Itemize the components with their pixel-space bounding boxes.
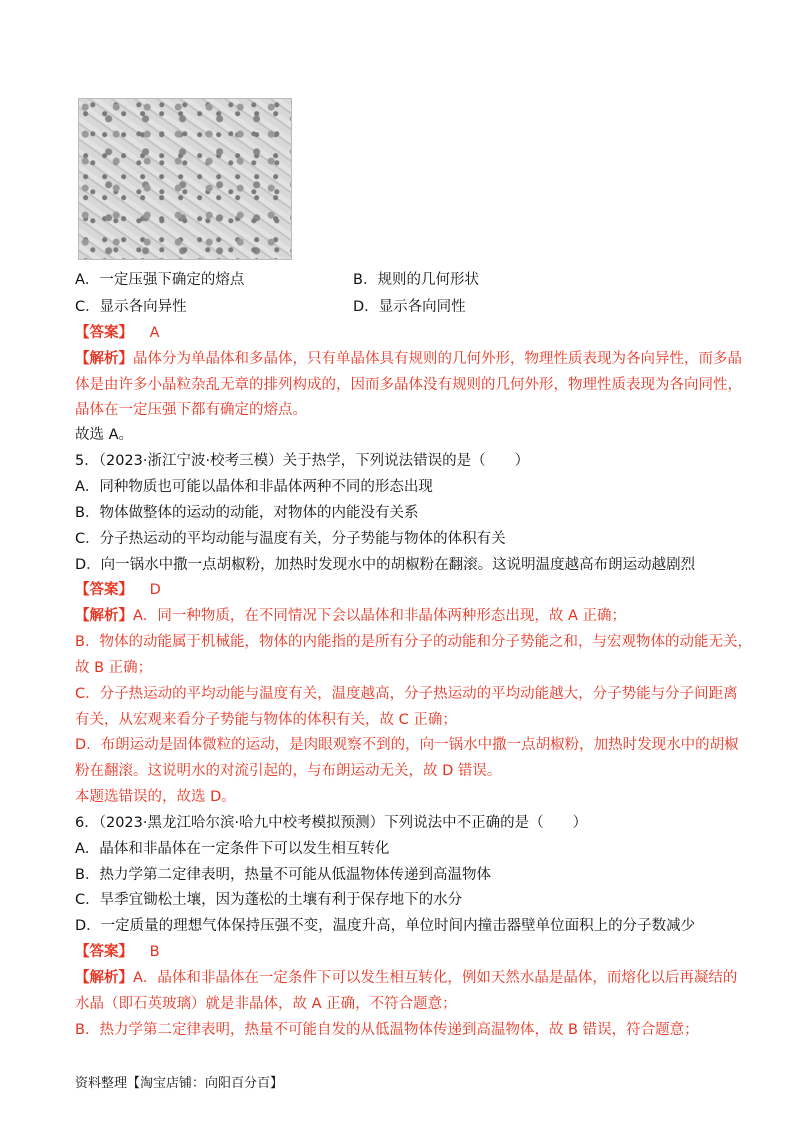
answer-value: A [149,325,160,341]
q5-analysis-line-3: 故 B 正确； [75,660,153,676]
page-footer: 资料整理【淘宝店铺：向阳百分百】 [75,1076,284,1091]
q5-option-a: A．同种物质也可能以晶体和非晶体两种不同的形态出现 [75,479,433,495]
q4-analysis-line-2: 体是由许多小晶粒杂乱无章的排列构成的，因而多晶体没有规则的几何外形，物理性质表现为各向同性， [75,377,742,393]
q6-analysis-line-3: B．热力学第二定律表明，热量不可能自发的从低温物体传递到高温物体，故 B 错误，符合题意； [75,1022,699,1038]
answer-value: B [149,944,160,960]
q6-analysis-line-1 [75,968,737,988]
q5-option-d: D．向一锅水中撒一点胡椒粉，加热时发现水中的胡椒粉在翻滚。这说明温度越高布朗运动越剧烈 [75,557,696,573]
q5-analysis-line-1 [75,606,626,626]
analysis-label: 【解析】 [75,608,133,624]
microstructure-image [78,98,292,260]
q4-answer-row [75,323,160,343]
q6-stem: 6．（2023·黑龙江哈尔滨·哈九中校考模拟预测）下列说法中不正确的是（ ） [75,815,588,831]
analysis-text: A．同一种物质，在不同情况下会以晶体和非晶体两种形态出现，故 A 正确； [133,608,627,624]
q4-analysis-line-1 [75,349,742,369]
analysis-text: A．晶体和非晶体在一定条件下可以发生相互转化，例如天然水晶是晶体，而熔化以后再凝结的 [133,970,738,986]
q5-analysis-line-7: 粉在翻滚。这说明水的对流引起的，与布朗运动无关，故 D 错误。 [75,763,502,779]
analysis-label: 【解析】 [75,970,133,986]
answer-label: 【答案】 [75,582,133,598]
q6-option-a: A．晶体和非晶体在一定条件下可以发生相互转化 [75,841,390,857]
analysis-label: 【解析】 [75,351,133,367]
q5-answer-row [75,580,161,600]
analysis-text: 晶体分为单晶体和多晶体，只有单晶体具有规则的几何外形，物理性质表现为各向异性，而多晶 [133,351,742,367]
answer-label: 【答案】 [75,325,133,341]
q5-conclusion: 本题选错误的，故选 D。 [75,789,236,805]
q6-option-d: D．一定质量的理想气体保持压强不变，温度升高，单位时间内撞击器壁单位面积上的分子数减少 [75,918,696,934]
q5-stem: 5．（2023·浙江宁波·校考三模）关于热学，下列说法错误的是（ ） [75,453,530,469]
q4-option-c: C．显示各向异性 [75,299,187,315]
q6-analysis-line-2: 水晶（即石英玻璃）就是非晶体，故 A 正确，不符合题意； [75,996,457,1012]
q5-analysis-line-2: B．物体的动能属于机械能，物体的内能指的是所有分子的动能和分子势能之和，与宏观物体的动能无关， [75,634,752,650]
q4-option-a: A．一定压强下确定的熔点 [75,272,245,288]
q5-option-b: B．物体做整体的运动的动能，对物体的内能没有关系 [75,505,419,521]
q4-option-b: B．规则的几何形状 [353,272,479,288]
q5-option-c: C．分子热运动的平均动能与温度有关，分子势能与物体的体积有关 [75,531,506,547]
q6-answer-row [75,942,160,962]
q5-analysis-line-4: C．分子热运动的平均动能与温度有关，温度越高，分子热运动的平均动能越大，分子势能与分子间距离 [75,686,738,702]
q4-analysis-line-3: 晶体在一定压强下都有确定的熔点。 [75,402,307,418]
q5-analysis-line-5: 有关，从宏观来看分子势能与物体的体积有关，故 C 正确； [75,712,457,728]
answer-label: 【答案】 [75,944,133,960]
q6-option-c: C．旱季宜锄松土壤，因为蓬松的土壤有利于保存地下的水分 [75,892,463,908]
q4-conclusion: 故选 A。 [75,427,134,443]
q6-option-b: B．热力学第二定律表明，热量不可能从低温物体传递到高温物体 [75,867,491,883]
q5-analysis-line-6: D．布朗运动是固体微粒的运动，是肉眼观察不到的，向一锅水中撒一点胡椒粉，加热时发现水中的胡椒 [75,737,739,753]
q4-option-d: D．显示各向同性 [353,299,466,315]
answer-value: D [149,582,161,598]
